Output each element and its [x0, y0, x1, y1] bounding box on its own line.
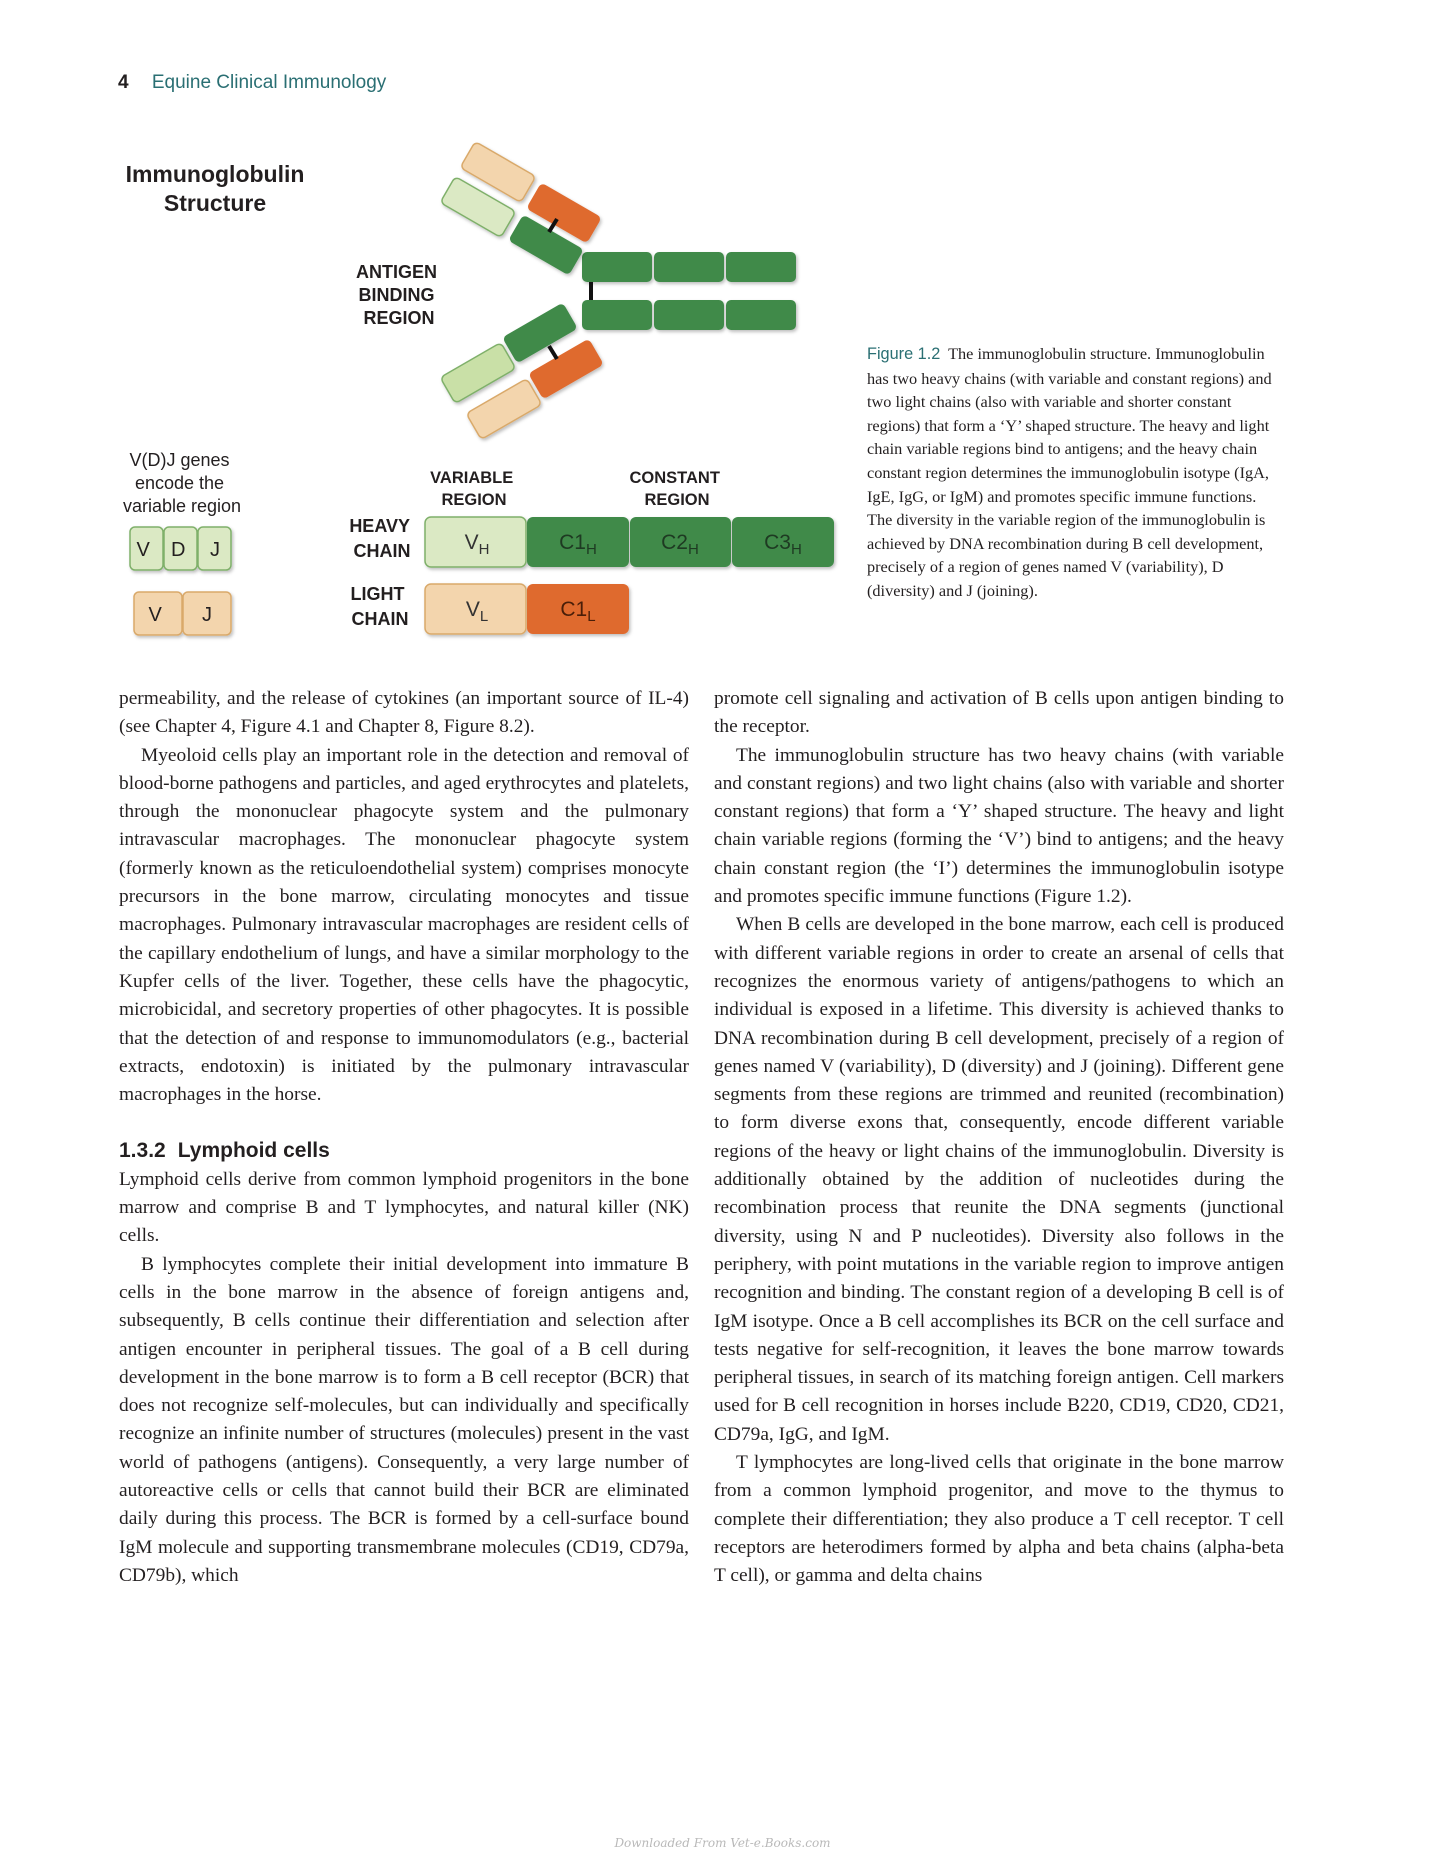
heavy-v-text: $V_H$ [464, 531, 490, 558]
stem-bottom-2 [654, 300, 724, 330]
section-heading [119, 1137, 689, 1165]
light-c1-text: $C1_L$ [560, 598, 596, 625]
stem-top-3 [726, 252, 796, 282]
heavy-c2-text: $C2_H$ [661, 531, 699, 558]
download-watermark: Downloaded From Vet-e.Books.com [614, 1836, 831, 1850]
paragraph: promote cell signaling and activation of B cells upon antigen binding to the receptor. [714, 688, 1284, 738]
heavy-c3-text: $C3_H$ [764, 531, 802, 558]
variable-region-label: VARIABLE REGION [430, 469, 514, 509]
lower-arm-disulfide-bond [549, 346, 557, 359]
stem-top-1 [582, 252, 652, 282]
figure-caption-text: The immunoglobulin structure. Immunoglobulin has two heavy chains (with variable and constant regions) and two light chains (also with variable and shorter constant regions) that form a ‘Y’ shaped structure. The heavy and light chain variable regions bind to antigens; and the heavy chain constant region determines the immunoglobulin isotype (IgA, IgE, IgG, or IgM) and promotes specific immune functions. The diversity in the variable region of the immunoglobulin is achieved by DNA recombination during B cell development, precisely of a region of genes named V (variability), D (diversity) and J (joining). [867, 344, 1272, 600]
paragraph: The immunoglobulin structure has two heavy chains (with variable and constant regions) and two light chains (also with variable and shorter constant regions) that form a ‘Y’ shaped structure. The heavy and light chain variable regions (forming the ‘V’) bind to antigens; and the heavy chain constant region (the ‘I’) determines the immunoglobulin isotype and promotes specific immune functions (Figure 1.2). [714, 744, 1284, 908]
book-title: Equine Clinical Immunology [151, 72, 387, 93]
figure-caption [867, 342, 1277, 603]
paragraph: When B cells are developed in the bone marrow, each cell is produced with different variable regions in order to create an arsenal of cells that recognizes the enormous variety of antigens/pathogens to which an individual is exposed in a lifetime. This diversity is achieved thanks to DNA recombination during B cell development, precisely of a region of genes named V (variability), D (diversity) and J (joining). Different gene segments from these regions are trimmed and reunited (recombination) to form diverse exons that, consequently, encode different variable regions of the heavy or light chains of the immunoglobulin. Diversity is additionally obtained by the addition of nucleotides during the recombination process that reunite the DNA segments (junctional diversity, using N and P nucleotides). Diversity also follows in the periphery, with point mutations in the variable region to improve antigen recognition and binding. The constant region of a developing B cell is of IgM isotype. Once a B cell accomplishes its BCR on the cell surface and tests negative for self-recognition, it leaves the bone marrow towards peripheral tissues, in search of its matching foreign antigen. Cell markers used for B cell recognition in horses include B220, CD19, CD20, CD21, CD79a, IgG, and IgM. [714, 914, 1284, 1445]
paragraph: T lymphocytes are long-lived cells that originate in the bone marrow from a common lymphoid progenitor, and move to the thymus to complete their differentiation; they also produce a T cell receptor. T cell receptors are heterodimers formed by alpha and beta chains (alpha-beta T cell), or gamma and delta chains [714, 1452, 1284, 1587]
light-v-text: $V_L$ [465, 598, 489, 625]
section-title: Lymphoid cells [177, 1139, 330, 1163]
right-column [714, 685, 1284, 1591]
section-number: 1.3.2 [119, 1139, 166, 1163]
figure-label: Figure 1.2 [867, 345, 941, 363]
paragraph: permeability, and the release of cytokines (an important source of IL-4) (see Chapter 4, Figure 4.1 and Chapter 8, Figure 8.2). [119, 688, 689, 738]
page-number: 4 [118, 72, 129, 93]
figure-title-line1: Immunoglobulin [125, 161, 305, 187]
paragraph: B lymphocytes complete their initial development into immature B cells in the bone marrow in the absence of foreign antigens and, subsequently, B cells continue their differentiation and selection after antigen encounter in peripheral tissues. The goal of a B cell during development in the bone marrow is to form a B cell receptor (BCR) that does not recognize self-molecules, but can individually and specifically recognize an infinite number of structures (molecules) present in the vast world of pathogens (antigens). Consequently, a very large number of autoreactive cells or cells that cannot build their BCR are eliminated daily during this process. The BCR is formed by a cell-surface bound IgM molecule and supporting transmembrane molecules (CD19, CD79a, CD79b), which [119, 1253, 689, 1586]
left-column [119, 685, 689, 1590]
stem-bottom-1 [582, 300, 652, 330]
heavy-c1-text: $C1_H$ [559, 531, 597, 558]
paragraph: Myeoloid cells play an important role in the detection and removal of blood-borne pathogens and particles, and aged erythrocytes and platelets, through the mononuclear phagocyte system and the pulmonary intravascular macrophages. The mononuclear phagocyte system (formerly known as the reticuloendothelial system) comprises monocyte precursors in the bone marrow, circulating monocytes and tissue macrophages. Pulmonary intravascular macrophages are resident cells of the capillary endothelium of lungs, and have a similar morphology to the Kupfer cells of the liver. Together, these cells have the phagocytic, microbicidal, and secretory properties of other phagocytes. It is possible that the detection of and response to immunomodulators (e.g., bacterial extracts, endotoxin) is initiated by the pulmonary intravascular macrophages in the horse. [119, 744, 689, 1106]
heavy-chain-label: HEAVY CHAIN [349, 516, 411, 561]
ig-upper-arm [440, 142, 602, 276]
light-chain-label: LIGHT CHAIN [350, 584, 409, 629]
vdj-note: V(D)J genes encode the variable region [122, 450, 242, 516]
stem-top-2 [654, 252, 724, 282]
stem-bottom-3 [726, 300, 796, 330]
heavy-gene-letters: V D J [136, 539, 220, 561]
constant-region-label: CONSTANT REGION [629, 469, 720, 509]
antigen-binding-label: ANTIGEN BINDING REGION [355, 262, 437, 328]
figure-title-line2: Structure [163, 190, 267, 216]
light-chain-bar [425, 584, 629, 634]
ig-lower-arm [440, 303, 604, 440]
light-gene-letters: V J [148, 604, 212, 626]
paragraph: Lymphoid cells derive from common lymphoid progenitors in the bone marrow and comprise B and T lymphocytes, and natural killer (NK) cells. [119, 1168, 689, 1247]
ig-stem [582, 252, 796, 330]
